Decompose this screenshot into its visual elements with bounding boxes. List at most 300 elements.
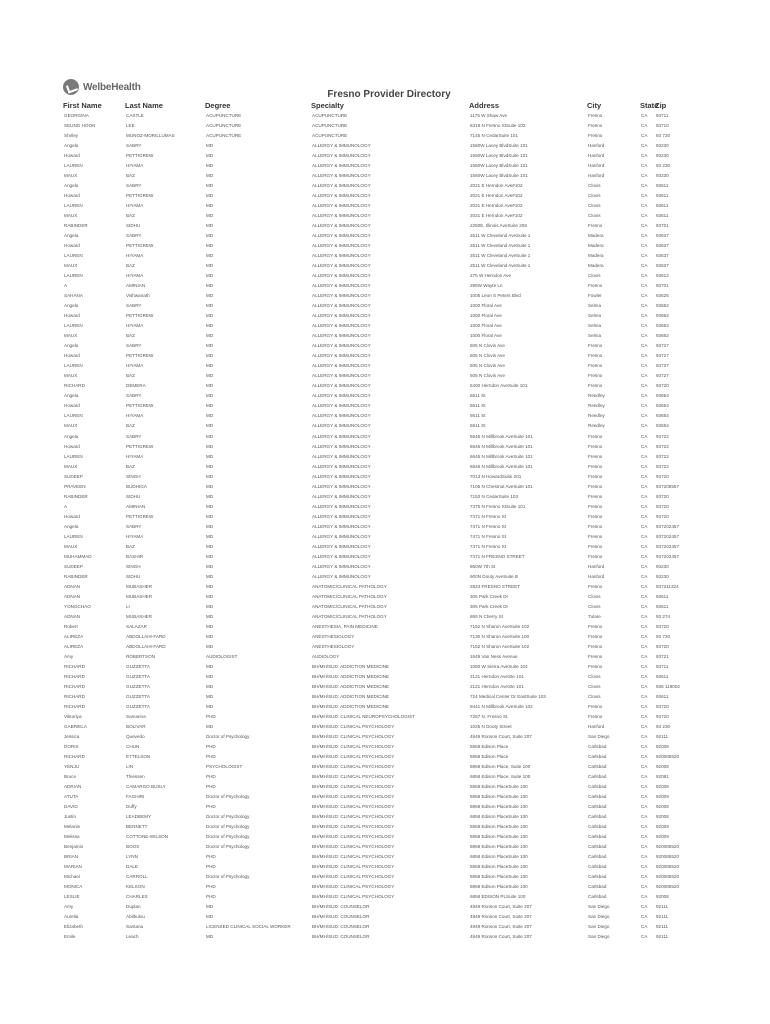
table-row	[63, 492, 721, 502]
cell-specialty: BH/MH/SUD: ADDICTION MEDICINE	[312, 673, 390, 679]
cell-zip: 920085520	[656, 844, 679, 850]
cell-zip: 936 118002	[656, 683, 680, 689]
cell-zip: 93720	[656, 473, 669, 479]
cell-state: CA	[641, 874, 648, 880]
cell-first-name: RICHARD	[64, 383, 85, 389]
cell-city: Madera	[588, 253, 604, 259]
header-city: City	[587, 101, 602, 110]
cell-degree: MD	[206, 563, 214, 569]
cell-degree: MD	[206, 904, 214, 910]
cell-zip: 93 720	[656, 133, 671, 139]
cell-address: 1000 Floral Ave	[470, 323, 502, 329]
cell-address: 1560W Lacey BlvdSuite 101	[470, 163, 528, 169]
cell-first-name: Emile	[64, 934, 76, 940]
cell-degree: MD	[206, 253, 214, 259]
cell-address: 7130 N Sharon AveSuite 100	[470, 633, 530, 639]
cell-state: CA	[641, 273, 648, 279]
cell-address: 6645 N Millbrook AveSuite 101	[470, 433, 533, 439]
cell-zip: 93 230	[656, 723, 671, 729]
cell-city: Carlsbad	[588, 794, 607, 800]
cell-address: 295W Wayte Ln	[470, 283, 503, 289]
cell-last-name: SABRY	[126, 143, 142, 149]
cell-state: CA	[641, 463, 648, 469]
cell-specialty: ACUPUNCTURE	[312, 123, 348, 129]
cell-state: CA	[641, 754, 648, 759]
cell-state: CA	[641, 413, 648, 419]
cell-zip: 93720	[656, 513, 669, 519]
cell-state: CA	[641, 924, 648, 930]
cell-state: CA	[641, 433, 648, 439]
cell-city: Carlsbad	[588, 764, 607, 770]
cell-state: CA	[641, 643, 648, 649]
cell-address: 5611 St	[470, 413, 486, 419]
cell-last-name: Thiessen	[126, 774, 145, 780]
cell-last-name: SABRY	[126, 523, 142, 529]
cell-last-name: CHUN	[126, 743, 140, 749]
cell-zip: 93611	[656, 593, 669, 599]
cell-first-name: Benjamin	[64, 844, 84, 850]
cell-first-name: ALIREZA	[64, 633, 84, 639]
table-row	[63, 452, 721, 462]
cell-city: Fresno	[588, 283, 603, 289]
cell-first-name: MUHAMMAD	[64, 553, 92, 559]
cell-degree: MD	[206, 463, 214, 469]
cell-zip: 93611	[656, 693, 669, 699]
cell-address: 7471 N Fresno St	[470, 543, 507, 549]
cell-address: 1560W Lacey BlvdSuite 101	[470, 143, 528, 149]
cell-city: San Diego	[588, 934, 610, 940]
cell-zip: 937202457	[656, 523, 679, 529]
cell-first-name: LAUREN	[64, 363, 83, 369]
table-row	[63, 261, 721, 271]
cell-city: Fresno	[588, 373, 603, 379]
cell-specialty: ALLERGY & IMMUNOLOGY	[312, 223, 371, 229]
cell-zip: 93722	[656, 433, 669, 439]
cell-zip: 93727	[656, 363, 669, 369]
cell-address: 7257 N. Fresno St.	[470, 713, 509, 719]
cell-last-name: BUDHIGA	[126, 483, 147, 489]
cell-degree: PHD	[206, 884, 216, 890]
cell-zip: 93611	[656, 673, 669, 679]
cell-specialty: BH/MH/SUD: CLINICAL PSYCHOLOGY	[312, 723, 395, 729]
cell-specialty: ALLERGY & IMMUNOLOGY	[312, 213, 371, 219]
cell-city: Carlsbad	[588, 814, 607, 820]
cell-city: Fresno	[588, 503, 603, 509]
cell-address: 5858 Edison PlaceSuite 100	[470, 884, 528, 890]
cell-address: 505 N Clovis Ave	[470, 373, 505, 379]
cell-city: Carlsbad	[588, 894, 607, 900]
cell-degree: MD	[206, 393, 214, 399]
cell-specialty: ALLERGY & IMMUNOLOGY	[312, 173, 371, 179]
cell-last-name: ABDOLLAHI-FARD	[126, 643, 166, 649]
cell-city: San Diego	[588, 733, 610, 739]
table-row	[63, 502, 721, 512]
cell-state: CA	[641, 213, 648, 219]
cell-address: 6319 N Fresno StSuite 102	[470, 123, 526, 129]
cell-address: 1060 W Sierra AveSuite 104	[470, 663, 528, 669]
cell-zip: 937202457	[656, 543, 679, 549]
cell-zip: 93720	[656, 643, 669, 649]
table-row	[63, 812, 721, 822]
cell-last-name: HIYAMA	[126, 203, 144, 209]
cell-city: Fresno	[588, 713, 603, 719]
cell-specialty: ALLERGY & IMMUNOLOGY	[312, 383, 371, 389]
cell-specialty: BH/MH/SUD: CLINICAL PSYCHOLOGY	[312, 884, 395, 890]
cell-specialty: BH/MH/SUD: ADDICTION MEDICINE	[312, 683, 390, 689]
table-row	[63, 712, 721, 722]
cell-degree: MD	[206, 433, 214, 439]
cell-degree: ACUPUNCTURE	[206, 123, 242, 129]
cell-city: Fresno	[588, 583, 603, 589]
cell-city: Fresno	[588, 483, 603, 489]
cell-address: 1000 Floral Ave	[470, 303, 502, 309]
table-row	[63, 181, 721, 191]
cell-zip: 93720	[656, 703, 669, 709]
cell-last-name: HIYAMA	[126, 533, 144, 539]
table-row	[63, 842, 721, 852]
cell-zip: 92009	[656, 834, 669, 840]
cell-zip: 93720	[656, 383, 669, 389]
cell-specialty: ALLERGY & IMMUNOLOGY	[312, 573, 371, 579]
cell-last-name: LIN	[126, 764, 134, 770]
table-row	[63, 421, 721, 431]
cell-zip: 92111	[656, 914, 669, 920]
cell-first-name: DAVID	[64, 804, 78, 810]
cell-degree: MD	[206, 173, 214, 179]
cell-state: CA	[641, 904, 648, 910]
cell-city: Carlsbad	[588, 884, 607, 890]
table-row	[63, 692, 721, 702]
cell-zip: 92111	[656, 934, 669, 940]
cell-last-name: Leach	[126, 934, 139, 940]
cell-zip: 93662	[656, 313, 669, 319]
cell-first-name: DORIS	[64, 743, 79, 749]
cell-state: CA	[641, 173, 648, 179]
cell-first-name: MAUX	[64, 333, 78, 339]
cell-address: 2021 E Herndon Ave#102	[470, 213, 523, 219]
cell-zip: 92081	[656, 774, 669, 780]
cell-city: Selma	[588, 303, 602, 309]
cell-state: CA	[641, 713, 648, 719]
cell-city: Hanford	[588, 173, 605, 179]
cell-address: 7152 N Sharon AveSuite 102	[470, 623, 530, 629]
cell-zip: 93727	[656, 373, 669, 379]
cell-zip: 92111	[656, 924, 669, 930]
table-row	[63, 231, 721, 241]
cell-zip: 93722	[656, 453, 669, 459]
cell-specialty: BH/MH/SUD: COUNSELOR	[312, 924, 370, 930]
cell-state: CA	[641, 453, 648, 459]
cell-first-name: Howard	[64, 313, 80, 319]
cell-city: Fresno	[588, 643, 603, 649]
cell-first-name: Angela	[64, 183, 79, 189]
cell-specialty: BH/MH/SUD: CLINICAL PSYCHOLOGY	[312, 794, 395, 800]
cell-address: 7152 N Sharon AveSuite 102	[470, 643, 530, 649]
cell-state: CA	[641, 854, 648, 860]
cell-last-name: HIYAMA	[126, 323, 144, 329]
cell-city: Carlsbad	[588, 874, 607, 880]
cell-degree: MD	[206, 693, 214, 699]
cell-specialty: ALLERGY & IMMUNOLOGY	[312, 333, 371, 339]
cell-zip: 93720	[656, 713, 669, 719]
cell-last-name: FAGHIRI	[126, 794, 145, 800]
cell-city: Clovis	[588, 203, 601, 209]
cell-specialty: ALLERGY & IMMUNOLOGY	[312, 153, 371, 159]
cell-state: CA	[641, 703, 648, 709]
cell-city: Reedley	[588, 423, 605, 429]
table-body	[63, 111, 721, 942]
cell-city: Carlsbad	[588, 864, 607, 870]
cell-last-name: BAZ	[126, 333, 135, 339]
cell-specialty: BH/MH/SUD: CLINICAL PSYCHOLOGY	[312, 864, 395, 870]
cell-degree: MD	[206, 543, 214, 549]
cell-last-name: ROBERTSON	[126, 653, 156, 659]
table-row	[63, 271, 721, 281]
cell-zip: 92111	[656, 904, 669, 910]
cell-address: 5400 Herndon AveSuite 101	[470, 383, 528, 389]
table-row	[63, 401, 721, 411]
cell-degree: MD	[206, 263, 214, 269]
cell-city: Carlsbad	[588, 824, 607, 830]
cell-last-name: SABRY	[126, 433, 142, 439]
cell-degree: MD	[206, 303, 214, 309]
table-row	[63, 792, 721, 802]
cell-specialty: ALLERGY & IMMUNOLOGY	[312, 453, 371, 459]
cell-last-name: ABDOLLAHI-FARD	[126, 633, 166, 639]
cell-first-name: RICHARD	[64, 693, 85, 699]
cell-degree: MD	[206, 473, 214, 479]
cell-specialty: ALLERGY & IMMUNOLOGY	[312, 233, 371, 239]
cell-degree: MD	[206, 483, 214, 489]
cell-first-name: Angela	[64, 393, 79, 399]
cell-state: CA	[641, 353, 648, 359]
cell-first-name: Angela	[64, 303, 79, 309]
cell-address: 505 N Clovis Ave	[470, 363, 505, 369]
cell-state: CA	[641, 363, 648, 369]
cell-city: Clovis	[588, 673, 601, 679]
cell-degree: MD	[206, 673, 214, 679]
cell-first-name: LAUREN	[64, 413, 83, 419]
cell-degree: PHD	[206, 894, 216, 900]
cell-degree: MD	[206, 633, 214, 639]
cell-city: San Diego	[588, 904, 610, 910]
cell-last-name: AMINIAN	[126, 503, 146, 509]
cell-zip: 92008	[656, 784, 669, 790]
cell-specialty: ALLERGY & IMMUNOLOGY	[312, 493, 371, 499]
cell-specialty: BH/MH/SUD: CLINICAL PSYCHOLOGY	[312, 854, 395, 860]
cell-last-name: Vishwanath	[126, 293, 150, 299]
cell-address: 1560W Lacey BlvdSuite 101	[470, 153, 528, 159]
cell-state: CA	[641, 313, 648, 319]
cell-address: 1560W Lacey BlvdSuite 101	[470, 173, 528, 179]
cell-state: CA	[641, 113, 648, 118]
cell-degree: MD	[206, 934, 214, 940]
cell-first-name: RICHARD	[64, 703, 85, 709]
cell-state: CA	[641, 223, 648, 229]
cell-first-name: LAUREN	[64, 203, 83, 209]
cell-city: Fresno	[588, 443, 603, 449]
table-row	[63, 722, 721, 732]
cell-degree: MD	[206, 523, 214, 529]
cell-zip: 93722	[656, 443, 669, 449]
provider-table	[63, 101, 721, 942]
table-row	[63, 221, 721, 231]
cell-zip: 937211324	[656, 583, 679, 589]
cell-address: 2823 FRESNO STREET	[470, 583, 521, 589]
cell-first-name: Melanie	[64, 824, 81, 830]
table-row	[63, 482, 721, 492]
cell-specialty: ANESTHESIOLOGY	[312, 643, 355, 649]
cell-state: CA	[641, 373, 648, 379]
cell-address: 4949 Ronson Court, Suite 207	[470, 924, 532, 930]
cell-last-name: Santana	[126, 924, 144, 930]
cell-address: 1175 W Shaw Ave	[470, 113, 508, 118]
table-row	[63, 592, 721, 602]
table-row	[63, 912, 721, 922]
cell-last-name: MUNOZ-MORILLUMAS	[126, 133, 175, 139]
cell-last-name: PETTIGREW	[126, 153, 154, 159]
cell-degree: MD	[206, 353, 214, 359]
cell-last-name: MUBASHER	[126, 593, 153, 599]
table-row	[63, 171, 721, 181]
table-row	[63, 331, 721, 341]
cell-zip: 93662	[656, 333, 669, 339]
cell-first-name: Howard	[64, 353, 80, 359]
cell-first-name: Angela	[64, 523, 79, 529]
cell-state: CA	[641, 513, 648, 519]
cell-last-name: GUZZETTA	[126, 673, 150, 679]
cell-degree: MD	[206, 203, 214, 209]
cell-first-name: ADNAN	[64, 613, 81, 619]
cell-specialty: BH/MH/SUD: COUNSELOR	[312, 914, 370, 920]
table-row	[63, 742, 721, 752]
cell-degree: AUDIOLOGIST	[206, 653, 238, 659]
cell-city: Madera	[588, 233, 604, 239]
cell-first-name: Howard	[64, 193, 80, 199]
cell-state: CA	[641, 193, 648, 199]
cell-specialty: ALLERGY & IMMUNOLOGY	[312, 393, 371, 399]
table-row	[63, 381, 721, 391]
cell-first-name: Elizabeth	[64, 924, 83, 930]
cell-degree: PSYCHOLOGIST	[206, 764, 243, 770]
cell-degree: MD	[206, 453, 214, 459]
cell-last-name: GUZZETTA	[126, 663, 150, 669]
cell-zip: 93654	[656, 413, 669, 419]
cell-city: Fresno	[588, 493, 603, 499]
cell-first-name: SUDEEP	[64, 563, 83, 569]
cell-address: 2511 W Cleveland AveSuite 1	[470, 263, 531, 269]
cell-specialty: ALLERGY & IMMUNOLOGY	[312, 463, 371, 469]
cell-zip: 93230	[656, 173, 669, 179]
table-row	[63, 321, 721, 331]
cell-zip: 93722	[656, 463, 669, 469]
cell-address: 275 W Herndon Ave	[470, 273, 512, 279]
cell-city: Selma	[588, 333, 602, 339]
cell-last-name: SABRY	[126, 303, 142, 309]
cell-first-name: ATUTA	[64, 794, 79, 800]
cell-address: 1000 Floral Ave	[470, 333, 502, 339]
cell-zip: 93701	[656, 283, 669, 289]
cell-city: Carlsbad	[588, 844, 607, 850]
cell-first-name: YONGCHAO	[64, 603, 91, 609]
cell-specialty: ALLERGY & IMMUNOLOGY	[312, 513, 371, 519]
header-address: Address	[469, 101, 500, 110]
cell-state: CA	[641, 884, 648, 890]
cell-address: 2511 W Cleveland AveSuite 1	[470, 233, 531, 239]
cell-degree: PHD	[206, 854, 216, 860]
cell-last-name: PETTIGREW	[126, 443, 154, 449]
cell-state: CA	[641, 423, 648, 429]
cell-first-name: RICHARD	[64, 673, 85, 679]
cell-city: Fowler	[588, 293, 602, 299]
cell-degree: MD	[206, 313, 214, 319]
cell-degree: Doctor of Psychology	[206, 844, 250, 850]
cell-first-name: Bruce	[64, 774, 77, 780]
table-row	[63, 622, 721, 632]
table-row	[63, 361, 721, 371]
table-row	[63, 562, 721, 572]
cell-first-name: LAUREN	[64, 453, 83, 459]
cell-city: Fresno	[588, 623, 603, 629]
cell-degree: Doctor of Psychology	[206, 834, 250, 840]
cell-degree: MD	[206, 623, 214, 629]
cell-last-name: COTTONE-WILSON	[126, 834, 169, 840]
table-row	[63, 822, 721, 832]
cell-address: 7471 N Fresno St	[470, 513, 507, 519]
table-row	[63, 662, 721, 672]
cell-last-name: BENNETT	[126, 824, 148, 830]
cell-city: Fresno	[588, 653, 603, 659]
cell-state: CA	[641, 383, 648, 389]
cell-specialty: ALLERGY & IMMUNOLOGY	[312, 503, 371, 509]
cell-first-name: A	[64, 503, 68, 509]
header-state: State	[640, 101, 659, 110]
cell-last-name: PETTIGREW	[126, 403, 154, 409]
cell-zip: 93637	[656, 263, 669, 269]
cell-zip: 93654	[656, 423, 669, 429]
cell-city: Reedley	[588, 413, 605, 419]
cell-last-name: BAZ	[126, 213, 135, 219]
cell-address: 4949 Ronson Court, Suite 207	[470, 904, 532, 910]
cell-city: Madera	[588, 243, 604, 249]
cell-first-name: Melissa	[64, 834, 80, 840]
cell-degree: MD	[206, 403, 214, 409]
cell-degree: MD	[206, 553, 214, 559]
document-title-wrap	[0, 89, 770, 100]
cell-state: CA	[641, 683, 648, 689]
cell-degree: MD	[206, 283, 214, 289]
cell-state: CA	[641, 243, 648, 249]
cell-degree: MD	[206, 183, 214, 189]
cell-first-name: MAUX	[64, 463, 78, 469]
cell-degree: MD	[206, 143, 214, 149]
cell-zip: 92008	[656, 743, 669, 749]
cell-address: 5858 Edison Place	[470, 754, 509, 759]
cell-specialty: ALLERGY & IMMUNOLOGY	[312, 373, 371, 379]
table-row	[63, 411, 721, 421]
cell-degree: MD	[206, 383, 214, 389]
cell-first-name: RICHARD	[64, 683, 85, 689]
cell-state: CA	[641, 503, 648, 509]
cell-first-name: LAUREN	[64, 273, 83, 279]
table-row	[63, 241, 721, 251]
cell-city: Fresno	[588, 223, 603, 229]
cell-state: CA	[641, 333, 648, 339]
cell-city: Carlsbad	[588, 804, 607, 810]
cell-degree: MD	[206, 193, 214, 199]
cell-zip: 93612	[656, 273, 669, 279]
cell-address: 6645 N Millbrook AveSuite 101	[470, 463, 533, 469]
